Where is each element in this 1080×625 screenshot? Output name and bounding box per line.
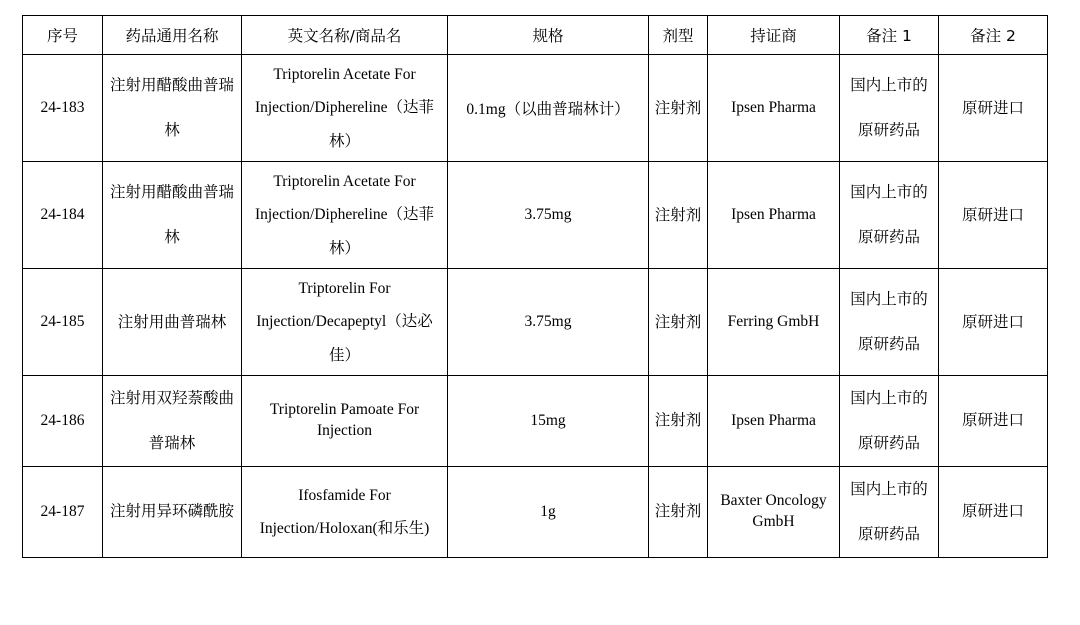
header-spec: 规格 <box>448 16 649 55</box>
table-row <box>23 269 1048 376</box>
row-generic-name: 注射用醋酸曲普瑞林 <box>103 55 242 162</box>
row-english-name: Triptorelin Acetate For Injection/Diphereline（达菲林） <box>242 55 448 162</box>
row-note2: 原研进口 <box>939 55 1048 162</box>
row-holder: Ipsen Pharma <box>708 55 840 162</box>
row-generic-name: 注射用曲普瑞林 <box>103 269 242 376</box>
row-id: 24-186 <box>23 376 103 467</box>
header-generic-name: 药品通用名称 <box>103 16 242 55</box>
row-note2: 原研进口 <box>939 162 1048 269</box>
row-dosage-form: 注射剂 <box>649 376 708 467</box>
row-spec: 3.75mg <box>448 162 649 269</box>
header-id: 序号 <box>23 16 103 55</box>
row-note1: 国内上市的原研药品 <box>840 466 939 557</box>
table-body <box>23 55 1048 558</box>
row-holder: Baxter Oncology GmbH <box>708 466 840 557</box>
header-note2: 备注 2 <box>939 16 1048 55</box>
row-spec: 1g <box>448 466 649 557</box>
row-id: 24-183 <box>23 55 103 162</box>
row-note2: 原研进口 <box>939 376 1048 467</box>
drug-list-table <box>22 15 1048 558</box>
row-note1: 国内上市的原研药品 <box>840 55 939 162</box>
row-id: 24-185 <box>23 269 103 376</box>
row-holder: Ferring GmbH <box>708 269 840 376</box>
row-note2: 原研进口 <box>939 269 1048 376</box>
row-note1: 国内上市的原研药品 <box>840 162 939 269</box>
row-dosage-form: 注射剂 <box>649 466 708 557</box>
row-dosage-form: 注射剂 <box>649 162 708 269</box>
row-holder: Ipsen Pharma <box>708 376 840 467</box>
row-holder: Ipsen Pharma <box>708 162 840 269</box>
row-english-name: Triptorelin Pamoate For Injection <box>242 376 448 467</box>
row-note1: 国内上市的原研药品 <box>840 269 939 376</box>
row-id: 24-184 <box>23 162 103 269</box>
row-spec: 0.1mg（以曲普瑞林计） <box>448 55 649 162</box>
row-dosage-form: 注射剂 <box>649 269 708 376</box>
table-header <box>23 16 1048 55</box>
row-id: 24-187 <box>23 466 103 557</box>
row-english-name: Triptorelin Acetate For Injection/Diphereline（达菲林） <box>242 162 448 269</box>
table-row <box>23 162 1048 269</box>
row-note2: 原研进口 <box>939 466 1048 557</box>
row-generic-name: 注射用醋酸曲普瑞林 <box>103 162 242 269</box>
header-dosage-form: 剂型 <box>649 16 708 55</box>
row-english-name: Triptorelin For Injection/Decapeptyl（达必佳） <box>242 269 448 376</box>
row-spec: 3.75mg <box>448 269 649 376</box>
header-english-name: 英文名称/商品名 <box>242 16 448 55</box>
row-dosage-form: 注射剂 <box>649 55 708 162</box>
row-generic-name: 注射用异环磷酰胺 <box>103 466 242 557</box>
table-row <box>23 376 1048 467</box>
header-row <box>23 16 1048 55</box>
header-note1: 备注 1 <box>840 16 939 55</box>
row-spec: 15mg <box>448 376 649 467</box>
table-row <box>23 466 1048 557</box>
row-note1: 国内上市的原研药品 <box>840 376 939 467</box>
row-generic-name: 注射用双羟萘酸曲普瑞林 <box>103 376 242 467</box>
table-row <box>23 55 1048 162</box>
header-holder: 持证商 <box>708 16 840 55</box>
row-english-name: Ifosfamide For Injection/Holoxan(和乐生) <box>242 466 448 557</box>
